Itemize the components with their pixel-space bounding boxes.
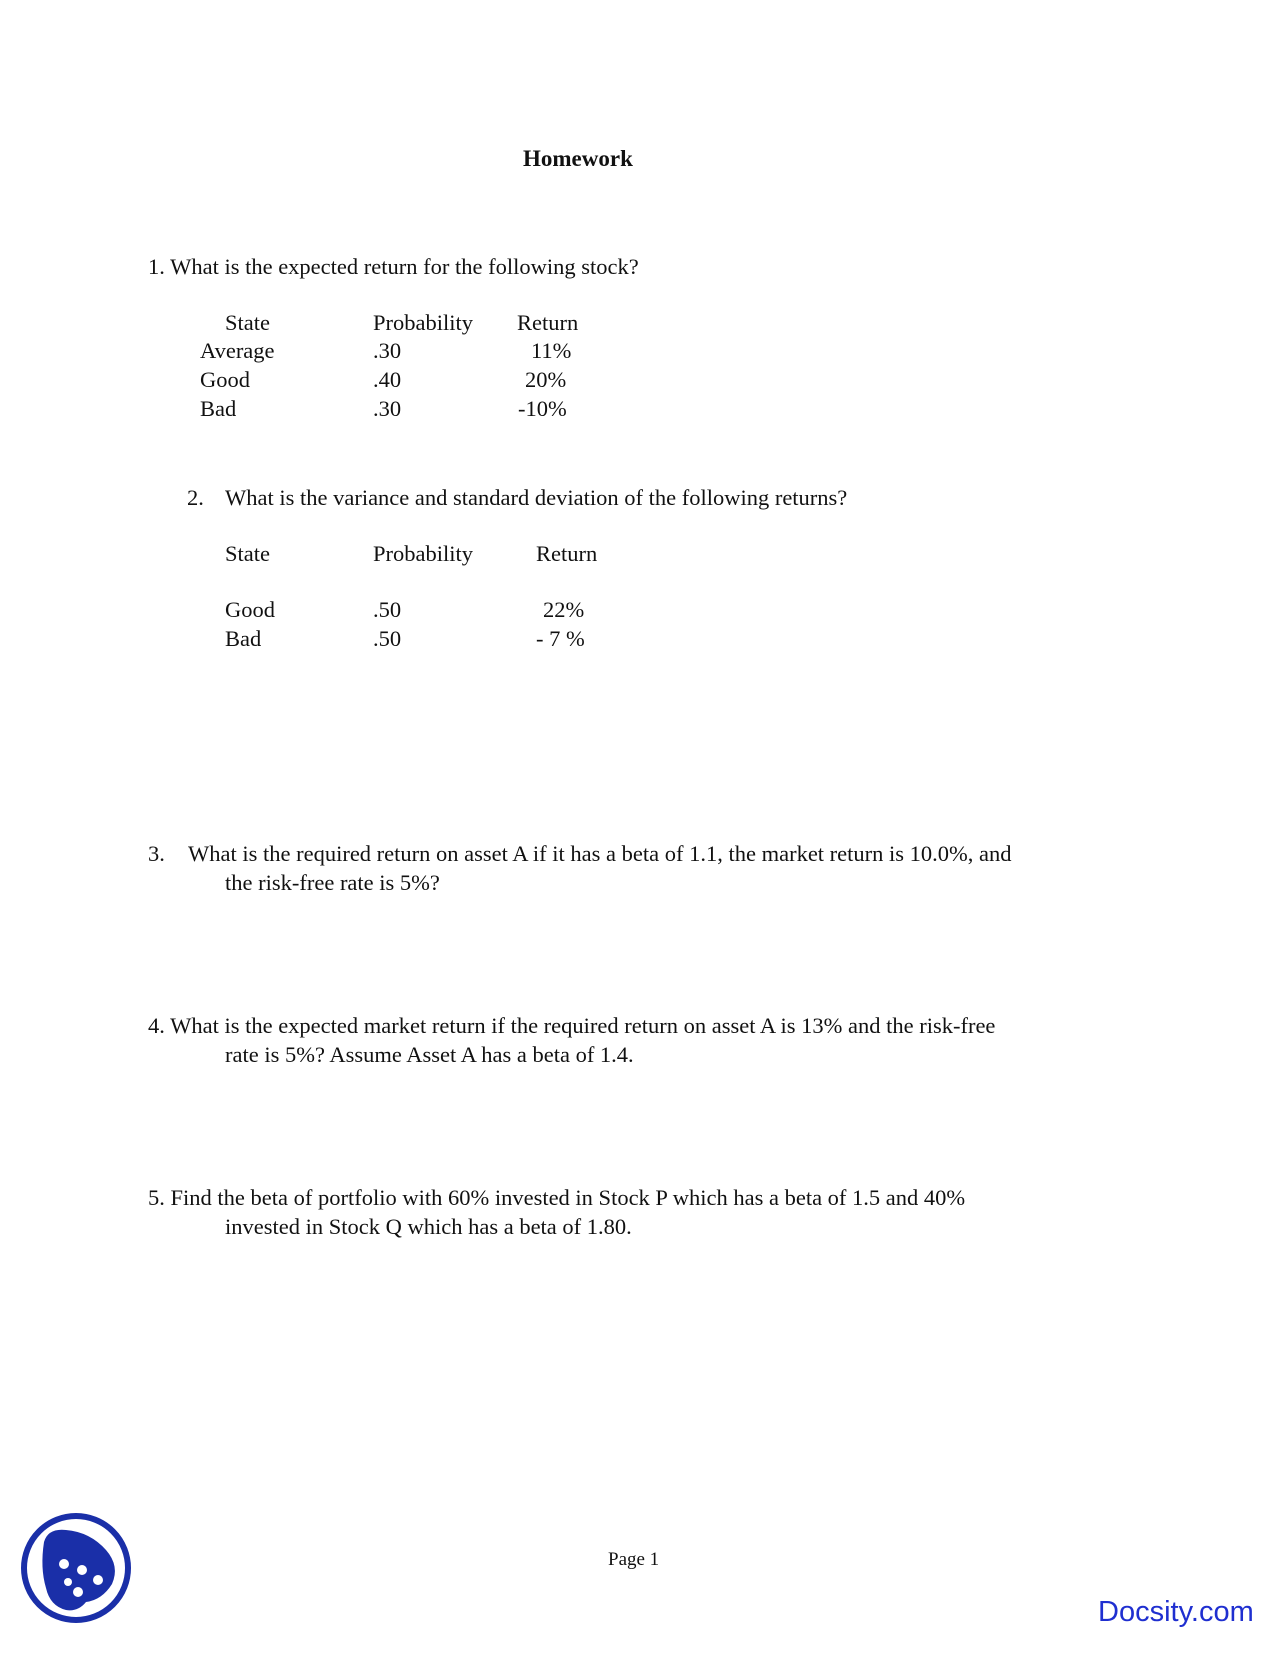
question-5-line1: 5. Find the beta of portfolio with 60% invested in Stock P which has a beta of 1.5 and 40% bbox=[148, 1185, 966, 1210]
question-5-line2: invested in Stock Q which has a beta of 1.80. bbox=[225, 1214, 632, 1239]
q2-header-state: State bbox=[225, 541, 270, 566]
q1-row-return: -10% bbox=[518, 396, 567, 421]
page-title: Homework bbox=[523, 146, 633, 171]
question-4-line1: 4. What is the expected market return if the required return on asset A is 13% and the risk-free bbox=[148, 1013, 996, 1038]
docsity-logo-icon bbox=[20, 1512, 132, 1624]
q2-header-return: Return bbox=[536, 541, 598, 566]
q1-row-probability: .30 bbox=[373, 396, 402, 421]
q2-row-return: 22% bbox=[543, 597, 585, 622]
q2-row-probability: .50 bbox=[373, 626, 402, 651]
q1-row-state: Good bbox=[200, 367, 250, 392]
q1-row-state: Bad bbox=[200, 396, 237, 421]
q1-header-state: State bbox=[225, 310, 270, 335]
question-3-line1: What is the required return on asset A if it has a beta of 1.1, the market return is 10.0%, and bbox=[188, 841, 1012, 866]
q2-header-probability: Probability bbox=[373, 541, 473, 566]
question-3-number: 3. bbox=[148, 841, 165, 866]
q2-row-state: Good bbox=[225, 597, 275, 622]
docsity-brand-link[interactable]: Docsity.com bbox=[1098, 1596, 1254, 1628]
q2-row-probability: .50 bbox=[373, 597, 402, 622]
q1-row-probability: .40 bbox=[373, 367, 402, 392]
question-1-text: 1. What is the expected return for the following stock? bbox=[148, 254, 639, 279]
q1-row-return: 20% bbox=[525, 367, 567, 392]
question-2-text: What is the variance and standard deviation of the following returns? bbox=[225, 485, 848, 510]
q2-row-state: Bad bbox=[225, 626, 262, 651]
q1-row-probability: .30 bbox=[373, 338, 402, 363]
page-number: Page 1 bbox=[608, 1549, 660, 1570]
question-3-line2: the risk-free rate is 5%? bbox=[225, 870, 440, 895]
q1-row-return: 11% bbox=[531, 338, 572, 363]
question-2-number: 2. bbox=[187, 485, 204, 510]
q1-header-probability: Probability bbox=[373, 310, 473, 335]
question-4-line2: rate is 5%? Assume Asset A has a beta of 1.4. bbox=[225, 1042, 634, 1067]
q1-header-return: Return bbox=[517, 310, 579, 335]
q1-row-state: Average bbox=[200, 338, 275, 363]
q2-row-return: - 7 % bbox=[536, 626, 585, 651]
